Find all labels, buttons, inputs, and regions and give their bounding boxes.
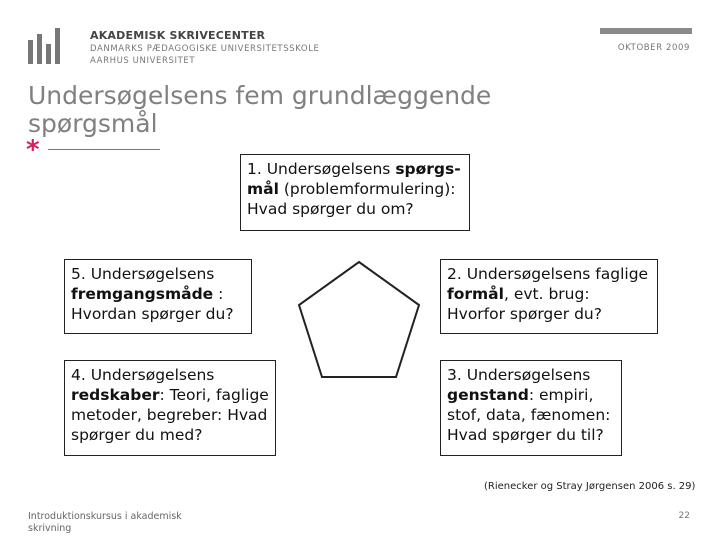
question-box-4 [64,360,276,456]
org-name: AKADEMISK SKRIVECENTER [90,29,266,42]
box-1-rest: (problemformulering): Hvad spørger du om? [247,180,456,218]
box-3-text: 3. Undersøgelsens [447,366,591,384]
box-1-text: 1. Undersøgelsens [247,160,396,178]
box-4-rest: : Teori, faglige metoder, begreber: Hvad spørger du med? [71,386,269,444]
au-logo-icon [26,26,66,66]
box-5-rest: : Hvordan spørger du? [71,285,234,323]
question-box-3 [440,360,622,456]
slide-title: Undersøgelsens fem grundlæggende spørgsmål [28,81,492,138]
box-1-keyword: spørgs-mål [247,160,461,198]
header-date: OKTOBER 2009 [617,43,690,53]
citation: (Rienecker og Stray Jørgensen 2006 s. 29) [484,481,696,492]
box-2-keyword: formål [447,285,504,303]
box-3-keyword: genstand [447,386,529,404]
question-box-1 [240,154,470,231]
box-2-rest: , evt. brug: Hvorfor spørger du? [447,285,602,323]
footer-course: Introduktionskursus i akademisk skrivning [28,511,182,534]
org-subtitle-1: DANMARKS PÆDAGOGISKE UNIVERSITETSSKOLE [90,43,320,54]
org-subtitle-2: AARHUS UNIVERSITET [90,56,196,66]
box-2-text: 2. Undersøgelsens faglige [447,265,649,283]
box-5-text: 5. Undersøgelsens [71,265,215,283]
box-4-text: 4. Undersøgelsens [71,366,215,384]
box-3-rest: : empiri, stof, data, fænomen: Hvad spørger du til? [447,386,611,444]
title-underline [48,149,160,150]
question-box-2 [440,259,658,334]
org-block [90,30,320,68]
asterisk-icon: * [26,135,40,165]
box-4-keyword: redskaber [71,386,160,404]
page-number: 22 [678,511,690,521]
box-5-keyword: fremgangsmåde [71,285,214,303]
question-box-5 [64,259,252,334]
header-bar [600,28,692,34]
pentagon-icon [296,258,426,382]
